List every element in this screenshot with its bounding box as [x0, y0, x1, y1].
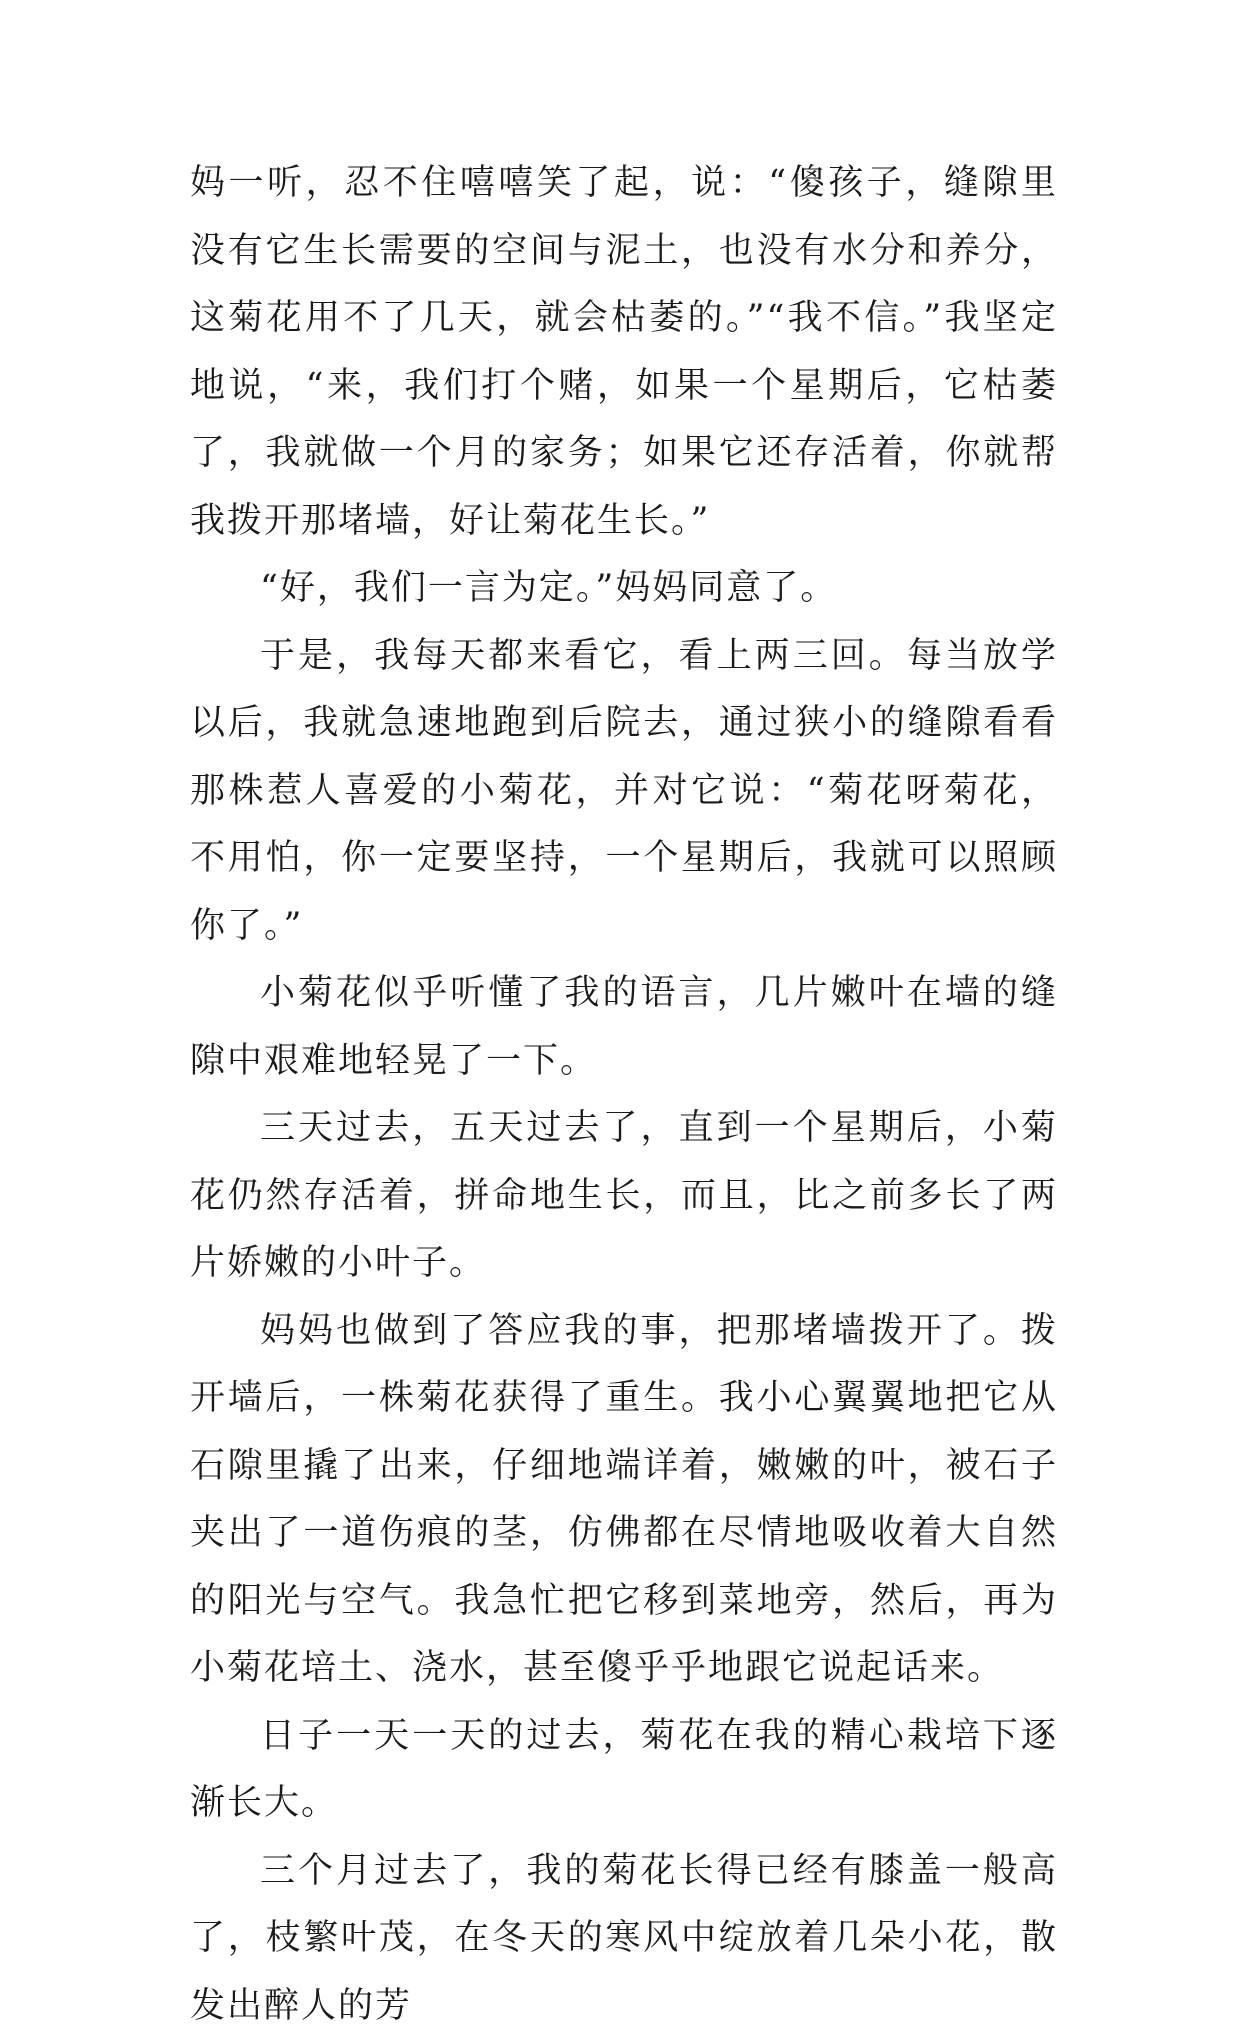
paragraph-7: 日子一天一天的过去，菊花在我的精心栽培下逐渐长大。 [190, 1703, 1058, 1838]
paragraph-1: 妈一听，忍不住嘻嘻笑了起，说：“傻孩子，缝隙里没有它生长需要的空间与泥土，也没有水分和养分，这菊花用不了几天，就会枯萎的。”“我不信。”我坚定地说，“来，我们打个赌，如果一个星期后，它枯萎了，我就做一个月的家务；如果它还存活着，你就帮我拨开那堵墙，好让菊花生长。” [190, 150, 1058, 555]
paragraph-2: “好，我们一言为定。”妈妈同意了。 [190, 555, 1058, 623]
paragraph-8: 三个月过去了，我的菊花长得已经有膝盖一般高了，枝繁叶茂，在冬天的寒风中绽放着几朵小花，散发出醉人的芳 [190, 1838, 1058, 2040]
paragraph-5: 三天过去，五天过去了，直到一个星期后，小菊花仍然存活着，拼命地生长，而且，比之前多长了两片娇嫩的小叶子。 [190, 1095, 1058, 1298]
paragraph-6: 妈妈也做到了答应我的事，把那堵墙拨开了。拨开墙后，一株菊花获得了重生。我小心翼翼地把它从石隙里撬了出来，仔细地端详着，嫩嫩的叶，被石子夹出了一道伤痕的茎，仿佛都在尽情地吸收着大自然的阳光与空气。我急忙把它移到菜地旁，然后，再为小菊花培土、浇水，甚至傻乎乎地跟它说起话来。 [190, 1298, 1058, 1703]
paragraph-3: 于是，我每天都来看它，看上两三回。每当放学以后，我就急速地跑到后院去，通过狭小的缝隙看看那株惹人喜爱的小菊花，并对它说：“菊花呀菊花，不用怕，你一定要坚持，一个星期后，我就可以照顾你了。” [190, 623, 1058, 961]
document-body [190, 150, 1058, 2040]
paragraph-4: 小菊花似乎听懂了我的语言，几片嫩叶在墙的缝隙中艰难地轻晃了一下。 [190, 960, 1058, 1095]
